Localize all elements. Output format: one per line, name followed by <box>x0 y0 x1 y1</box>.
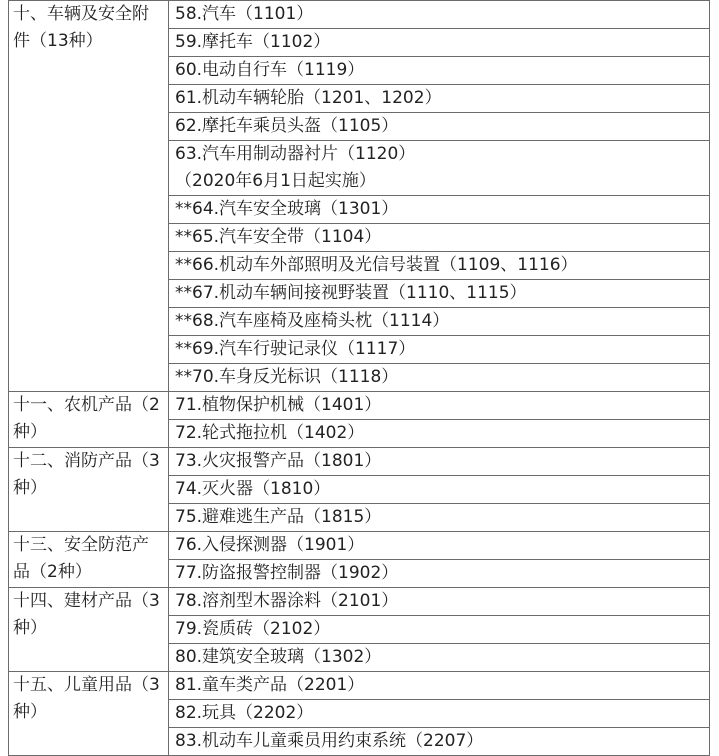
category-count: （3种） <box>13 591 160 638</box>
product-item-cell <box>169 336 710 364</box>
product-item-text: 63.汽车用制动器衬片（1120） <box>175 144 416 164</box>
category-title: 十三、安全防范产品 <box>13 535 149 582</box>
category-cell <box>9 392 169 448</box>
product-item-cell <box>169 252 710 280</box>
product-item-note: （2020年6月1日起实施） <box>175 171 376 191</box>
product-item-text: 80.建筑安全玻璃（1302） <box>175 647 382 667</box>
product-item-text: 62.摩托车乘员头盔（1105） <box>175 116 399 136</box>
category-cell <box>9 672 169 756</box>
category-cell <box>9 588 169 672</box>
product-item-cell <box>169 113 710 141</box>
product-item-text: 59.摩托车（1102） <box>175 32 331 52</box>
product-item-cell <box>169 700 710 728</box>
product-item-cell <box>169 1 710 29</box>
product-item-cell <box>169 57 710 85</box>
category-count: （13种） <box>30 31 103 51</box>
product-item-cell <box>169 280 710 308</box>
category-title: 十一、农机产品 <box>13 395 132 415</box>
category-count: （2种） <box>13 395 160 442</box>
product-item-cell <box>169 728 710 756</box>
category-cell <box>9 532 169 588</box>
product-item-text: 75.避难逃生产品（1815） <box>175 507 382 527</box>
category-count: （3种） <box>13 451 160 498</box>
product-item-text: **70.车身反光标识（1118） <box>175 367 399 387</box>
product-item-cell <box>169 141 710 196</box>
product-item-text: 73.火灾报警产品（1801） <box>175 451 382 471</box>
product-item-cell <box>169 672 710 700</box>
product-category-table <box>8 0 710 756</box>
table-row <box>9 532 710 560</box>
product-item-text: 77.防盗报警控制器（1902） <box>175 563 399 583</box>
product-item-cell <box>169 29 710 57</box>
product-item-text: 82.玩具（2202） <box>175 703 314 723</box>
product-item-cell <box>169 308 710 336</box>
category-cell <box>9 1 169 392</box>
product-item-text: 79.瓷质砖（2102） <box>175 619 331 639</box>
category-cell <box>9 448 169 532</box>
product-item-text: 58.汽车（1101） <box>175 4 314 24</box>
product-item-cell <box>169 644 710 672</box>
table-row <box>9 588 710 616</box>
product-item-text: 83.机动车儿童乘员用约束系统（2207） <box>175 731 484 751</box>
table-row <box>9 392 710 420</box>
product-item-text: **64.汽车安全玻璃（1301） <box>175 199 399 219</box>
product-item-cell <box>169 560 710 588</box>
category-title: 十、车辆及安全附件 <box>13 4 149 51</box>
product-item-text: **67.机动车辆间接视野装置（1110、1115） <box>175 283 527 303</box>
product-item-text: 72.轮式拖拉机（1402） <box>175 423 365 443</box>
category-count: （3种） <box>13 675 160 722</box>
category-title: 十二、消防产品 <box>13 451 132 471</box>
table-row <box>9 672 710 700</box>
product-item-text: 78.溶剂型木器涂料（2101） <box>175 591 399 611</box>
product-item-cell <box>169 392 710 420</box>
table-body <box>9 1 710 756</box>
product-item-cell <box>169 364 710 392</box>
product-item-text: 60.电动自行车（1119） <box>175 60 365 80</box>
product-item-cell <box>169 224 710 252</box>
product-item-cell <box>169 532 710 560</box>
product-item-cell <box>169 85 710 113</box>
product-item-text: **69.汽车行驶记录仪（1117） <box>175 339 416 359</box>
product-item-cell <box>169 476 710 504</box>
product-item-text: **65.汽车安全带（1104） <box>175 227 382 247</box>
category-title: 十五、儿童用品 <box>13 675 132 695</box>
product-item-cell <box>169 616 710 644</box>
product-item-cell <box>169 196 710 224</box>
product-item-text: 61.机动车辆轮胎（1201、1202） <box>175 88 442 108</box>
product-item-cell <box>169 420 710 448</box>
product-item-text: 76.入侵探测器（1901） <box>175 535 365 555</box>
product-item-text: 74.灭火器（1810） <box>175 479 331 499</box>
product-item-text: **66.机动车外部照明及光信号装置（1109、1116） <box>175 255 578 275</box>
category-count: （2种） <box>30 562 92 582</box>
product-item-cell <box>169 504 710 532</box>
product-item-text: 81.童车类产品（2201） <box>175 675 365 695</box>
product-item-cell <box>169 588 710 616</box>
product-item-text: 71.植物保护机械（1401） <box>175 395 382 415</box>
category-title: 十四、建材产品 <box>13 591 132 611</box>
table-row <box>9 1 710 29</box>
table-row <box>9 448 710 476</box>
product-item-cell <box>169 448 710 476</box>
product-item-text: **68.汽车座椅及座椅头枕（1114） <box>175 311 450 331</box>
